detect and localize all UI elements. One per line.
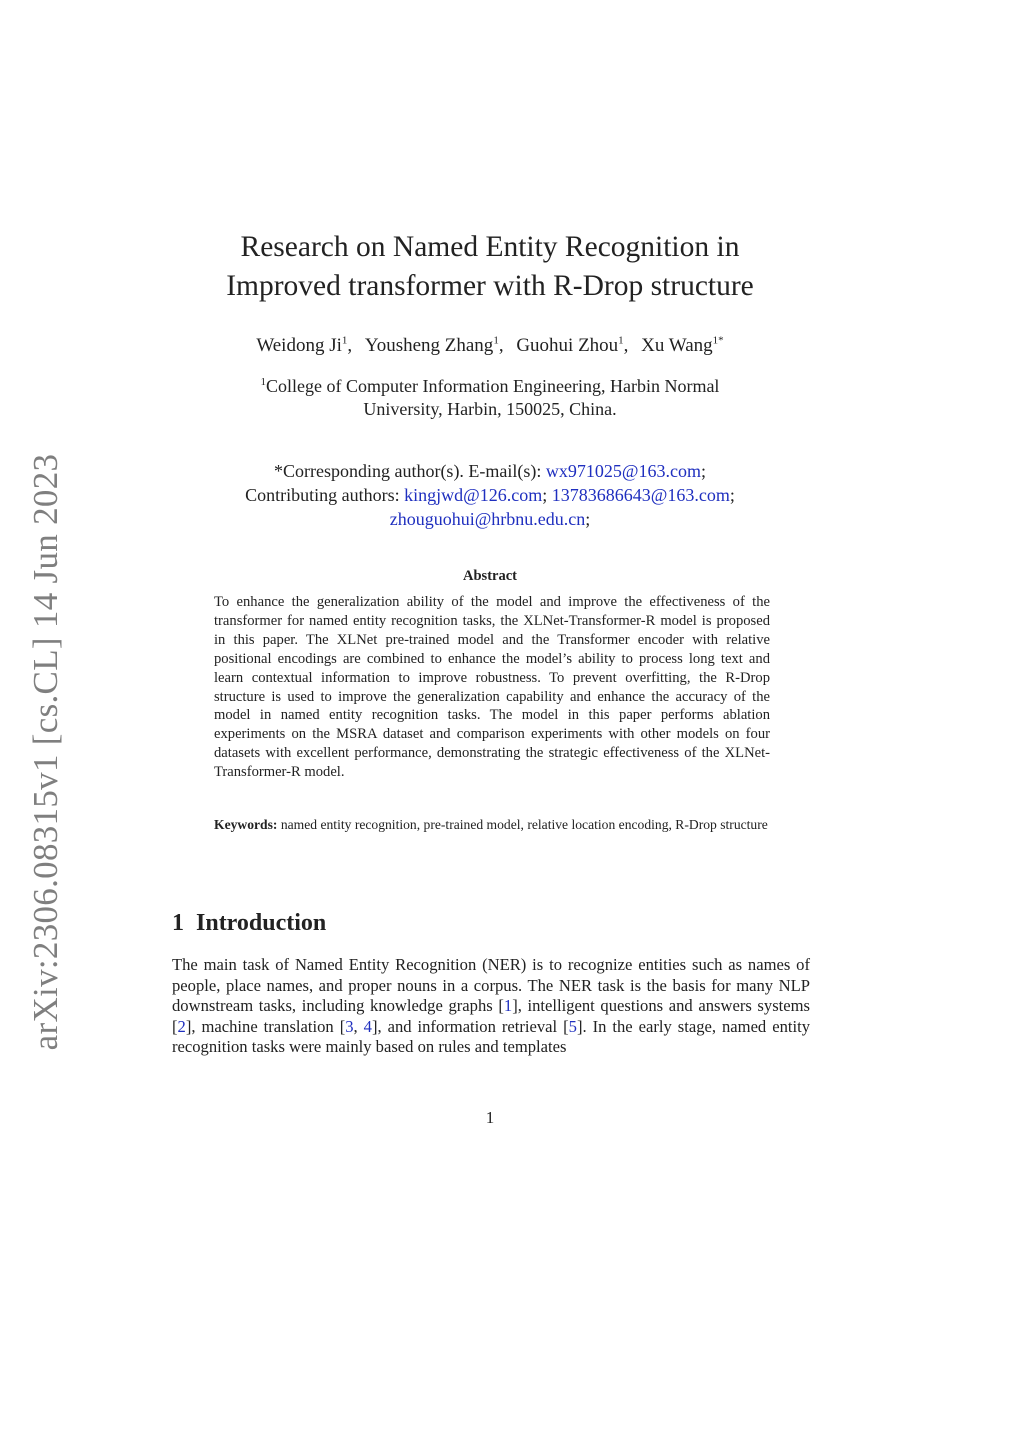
title-line-1: Research on Named Entity Recognition in — [240, 231, 740, 263]
author: Weidong Ji$^1$, — [256, 335, 353, 357]
contributing-label: Contributing authors: — [245, 485, 405, 505]
paper-title — [160, 228, 820, 306]
arxiv-identifier: arXiv:2306.08315v1 [cs.CL] 14 Jun 2023 — [26, 453, 65, 1051]
corresponding-email-link[interactable]: wx971025@163.com — [545, 461, 701, 481]
citation-link[interactable]: 3 — [345, 1016, 354, 1036]
author: Yousheng Zhang$^1$, — [364, 335, 504, 357]
abstract-text: To enhance the generalization ability of the model and improve the effectiveness of the transformer for named entity recognition tasks, the XLNet-Transformer-R model is proposed in this paper. The XLNet pre-trained model and the Transformer encoder with relative positional encodings are combined to enhance the model’s ability to process long text and learn contextual information to improve robustness. To prevent overfitting, the R-Drop structure is used to improve the generalization capability and enhance the accuracy of the model in named entity recognition tasks. The model in this paper performs ablation experiments on the MSRA dataset and comparison experiments with other models on four datasets with excellent performance, demonstrating the strategic effectiveness of the XLNet-Transformer-R model. — [214, 594, 770, 781]
citation-link[interactable]: 2 — [177, 1016, 186, 1036]
keywords-label: Keywords: — [214, 817, 278, 832]
section-title: Introduction — [196, 910, 327, 936]
contributing-email-link[interactable]: kingjwd@126.com — [404, 485, 543, 505]
section-heading — [172, 910, 326, 937]
citation-link[interactable]: 5 — [568, 1016, 577, 1036]
affiliation: $^1$College of Computer Information Engineering, Harbin Normal University, Harbin, 150025, China. — [260, 376, 720, 419]
paper-title-block — [160, 228, 820, 306]
affiliation-line-2: University, Harbin, 150025, China. — [363, 399, 617, 419]
title-line-2: Improved transformer with R-Drop structure — [226, 270, 754, 302]
contributing-email-link[interactable]: 13783686643@163.com — [551, 485, 730, 505]
keywords-text: named entity recognition, pre-trained model, relative location encoding, R-Drop structure — [277, 817, 768, 832]
citation-link[interactable]: 1 — [503, 996, 513, 1016]
author: Xu Wang$^{1*}$ — [641, 335, 724, 357]
contributing-email-link[interactable]: zhouguohui@hrbnu.edu.cn — [389, 509, 586, 529]
affiliation-line-1: College of Computer Information Engineering, Harbin Normal — [266, 376, 720, 396]
section-number: 1 — [172, 910, 184, 936]
author-list — [160, 335, 820, 357]
page-number: 1 — [485, 1108, 495, 1127]
corresponding-label: *Corresponding author(s). E-mail(s): — [273, 461, 546, 481]
contact-info: *Corresponding author(s). E-mail(s): wx971025@163.com; Contributing authors: kingjwd@126.com; 13783686643@163.com; zhouguohui@hrbnu.edu.cn; — [245, 461, 735, 529]
citation-link[interactable]: 4 — [363, 1016, 372, 1036]
author: Guohui Zhou$^1$, — [516, 335, 629, 357]
abstract-heading: Abstract — [463, 568, 517, 584]
keywords — [214, 816, 770, 833]
introduction-paragraph: The main task of Named Entity Recognition (NER) is to recognize entities such as names of people, place names, and proper nouns in a corpus. The NER task is the basis for many NLP downstream tasks, including knowledge graphs [1], intelligent questions and answers systems [2], machine translation [3, 4], and information retrieval [5]. In the early stage, named entity recognition tasks were mainly based on rules and templates — [172, 955, 810, 1057]
